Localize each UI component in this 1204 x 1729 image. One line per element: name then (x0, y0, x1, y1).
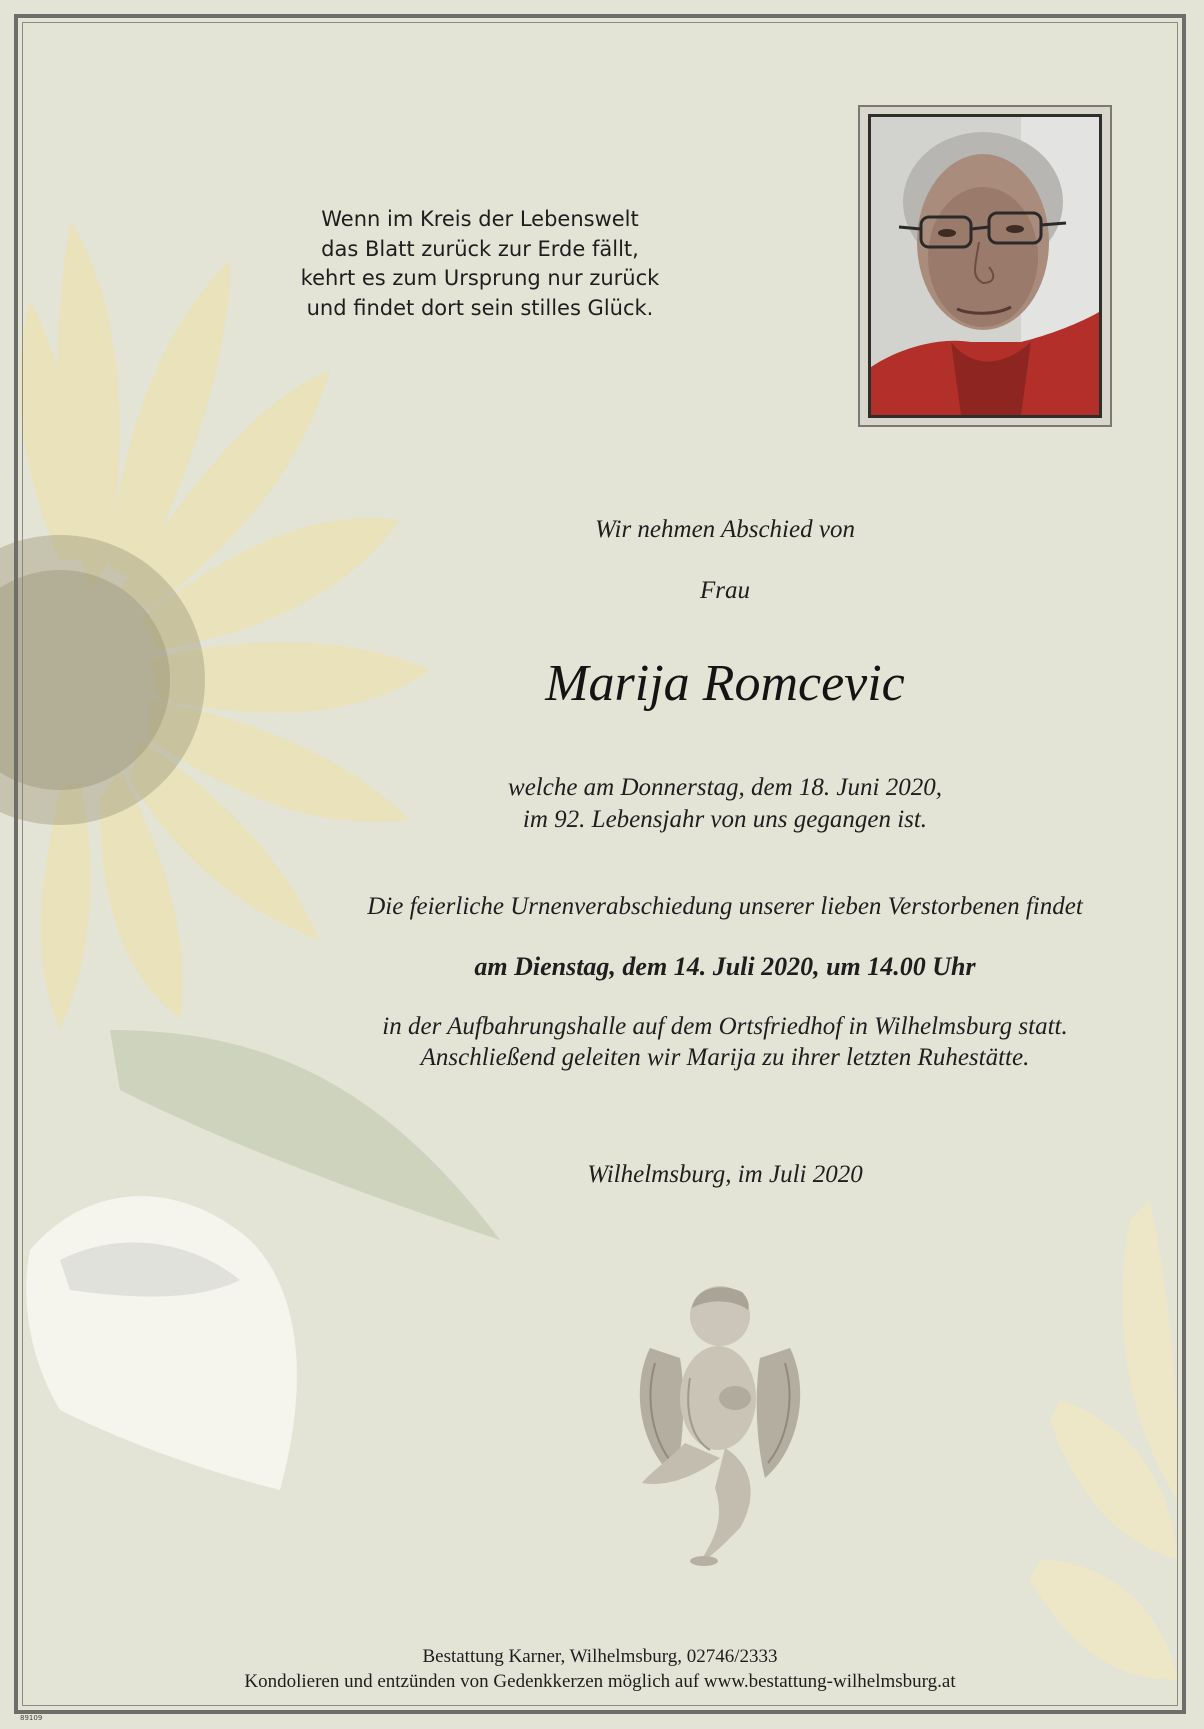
poem (300, 205, 660, 323)
deceased-name: Marija Romcevic (545, 655, 905, 712)
ceremony-date: am Dienstag, dem 14. Juli 2020, um 14.00 Uhr (474, 952, 976, 981)
ceremony-intro: Die feierliche Urnenverabschiedung unserer lieben Verstorbenen findet (367, 893, 1083, 920)
portrait-image (871, 117, 1099, 415)
poem-line: Wenn im Kreis der Lebenswelt (321, 207, 639, 231)
portrait-photo (868, 114, 1102, 418)
funeral-home-line: Bestattung Karner, Wilhelmsburg, 02746/2333 (422, 1646, 778, 1667)
age-line: im 92. Lebensjahr von uns gegangen ist. (522, 806, 928, 833)
poem-line: kehrt es zum Ursprung nur zurück (300, 266, 660, 290)
poem-line: das Blatt zurück zur Erde fällt, (321, 236, 639, 261)
ceremony-location: in der Aufbahrungshalle auf dem Ortsfriedhof in Wilhelmsburg statt. (382, 1013, 1068, 1040)
angel-figurine (630, 1278, 810, 1566)
print-code: 89109 (20, 1714, 43, 1722)
condolence-line: Kondolieren und entzünden von Gedenkkerzen möglich auf www.bestattung-wilhelmsburg.at (244, 1671, 956, 1692)
death-date-line: welche am Donnerstag, dem 18. Juni 2020, (508, 774, 942, 801)
ceremony-burial: Anschließend geleiten wir Marija zu ihrer letzten Ruhestätte. (420, 1044, 1030, 1071)
poem-line: und findet dort sein stilles Glück. (306, 295, 654, 320)
salutation: Frau (700, 577, 750, 604)
place-date: Wilhelmsburg, im Juli 2020 (587, 1161, 863, 1188)
farewell-intro: Wir nehmen Abschied von (595, 516, 855, 543)
